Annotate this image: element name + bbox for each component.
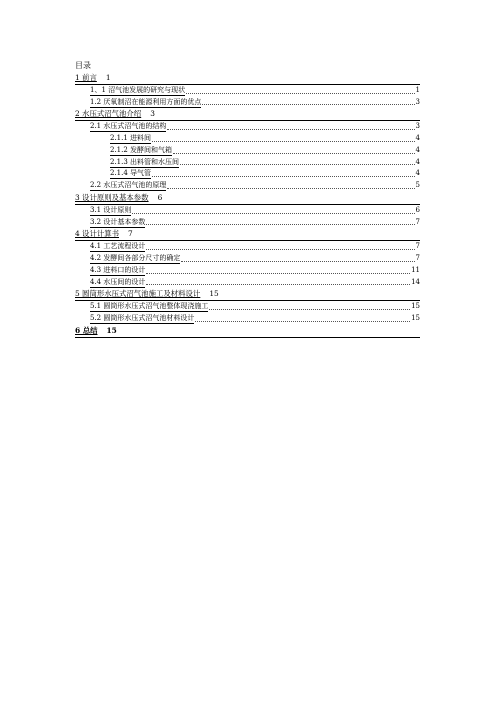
- toc-entry[interactable]: [75, 313, 420, 325]
- toc-entry-label: 2.1.3 出料管和水压间: [110, 157, 180, 166]
- toc-entry-label: 2.1 水压式沼气池的结构: [90, 122, 167, 131]
- toc-dot-leader: [167, 129, 415, 130]
- toc-entry-page: 6: [415, 205, 420, 214]
- toc-entry[interactable]: [75, 108, 420, 121]
- toc-entry-label: 1.2 厌氧制沼在能源利用方面的优点: [90, 97, 202, 106]
- toc-entry-label: 6 总结: [75, 325, 98, 335]
- toc-entry[interactable]: [75, 85, 420, 97]
- toc-entry-label: 2.1.4 导气管: [110, 169, 152, 178]
- toc-entry[interactable]: [75, 217, 420, 229]
- toc-dot-leader: [146, 273, 410, 274]
- toc-entry-page: 1: [415, 85, 420, 94]
- toc-entry-label: 1、1 沼气池发展的研究与现状: [90, 85, 186, 94]
- toc-entry-label: 3.1 设计原则: [90, 205, 132, 214]
- toc-entry-label: 4 设计计算书: [75, 229, 120, 239]
- toc-dot-leader: [146, 224, 415, 225]
- toc-dot-leader: [152, 141, 415, 142]
- toc-dot-leader: [186, 93, 415, 94]
- toc-entry[interactable]: [75, 192, 420, 205]
- toc-dot-leader: [173, 153, 415, 154]
- toc-entry[interactable]: [75, 133, 420, 145]
- toc-entry-page: 3: [415, 122, 420, 131]
- toc-entry-label: 1 前言: [75, 73, 97, 82]
- toc-entry[interactable]: [75, 228, 420, 241]
- toc-dot-leader: [202, 104, 415, 105]
- toc-entry[interactable]: [75, 180, 420, 192]
- toc-entry-page: 4: [415, 145, 420, 154]
- toc-entry-page: 14: [411, 277, 420, 286]
- toc-entry-page: 4: [415, 169, 420, 178]
- toc-entry-label: 2.1.2 发酵间和气箱: [110, 145, 173, 154]
- toc-entry-label: 4.1 工艺流程设计: [90, 242, 146, 251]
- toc-entry-page: 11: [411, 265, 420, 274]
- toc-dot-leader: [209, 309, 410, 310]
- toc-entry-label: 4.3 进料口的设计: [90, 265, 146, 274]
- toc-entry-page: 4: [415, 157, 420, 166]
- toc-entry-page: 15: [411, 313, 420, 322]
- toc-entry[interactable]: [75, 145, 420, 157]
- toc-entry[interactable]: [75, 241, 420, 253]
- toc-entry-page: 15: [106, 325, 117, 335]
- toc-entry-page: 7: [415, 217, 420, 226]
- toc-entry[interactable]: [75, 72, 420, 85]
- toc-dot-leader: [181, 261, 415, 262]
- toc-entry[interactable]: [75, 168, 420, 180]
- toc-entry[interactable]: [75, 205, 420, 217]
- toc-entry-page: 15: [411, 302, 420, 311]
- toc-entry-label: 5.1 圆筒形水压式沼气池整体现浇施工: [90, 302, 209, 311]
- toc-dot-leader: [146, 284, 410, 285]
- toc-entries: [75, 72, 420, 338]
- toc-entry[interactable]: [75, 288, 420, 301]
- toc-dot-leader: [152, 176, 415, 177]
- toc-entry[interactable]: [75, 97, 420, 109]
- toc-entry-label: 3.2 设计基本参数: [90, 217, 146, 226]
- toc-entry-label: 2.2 水压式沼气池的原理: [90, 181, 167, 190]
- toc-entry-page: 3: [150, 109, 155, 119]
- toc-dot-leader: [146, 249, 415, 250]
- toc-entry-label: 2.1.1 进料间: [110, 133, 152, 142]
- toc-dot-leader: [132, 213, 415, 214]
- toc-entry-label: 5 圆筒形水压式沼气池施工及材料设计: [75, 289, 201, 299]
- toc-entry-label: 5.2 圆筒形水压式沼气池材料设计: [90, 313, 195, 322]
- toc-entry[interactable]: [75, 121, 420, 133]
- toc-entry[interactable]: [75, 325, 420, 338]
- toc-entry-page: 7: [415, 242, 420, 251]
- toc-entry-label: 4.2 发酵间各部分尺寸的确定: [90, 253, 181, 262]
- toc-entry-page: 15: [209, 289, 219, 299]
- toc-entry-label: 3 设计原则及基本参数: [75, 192, 149, 202]
- toc-entry-page: 3: [415, 97, 420, 106]
- toc-entry-label: 4.4 水压间的设计: [90, 277, 146, 286]
- toc-title: 目录: [75, 61, 91, 70]
- toc-entry[interactable]: [75, 157, 420, 169]
- toc-entry[interactable]: [75, 301, 420, 313]
- toc-dot-leader: [195, 321, 410, 322]
- toc-entry-page: 4: [415, 133, 420, 142]
- toc-entry-page: 6: [157, 192, 163, 202]
- toc-entry[interactable]: [75, 265, 420, 277]
- table-of-contents: [75, 60, 420, 338]
- toc-entry[interactable]: [75, 253, 420, 265]
- toc-dot-leader: [167, 188, 415, 189]
- toc-dot-leader: [180, 164, 415, 165]
- toc-entry-page: 7: [128, 229, 133, 239]
- toc-entry-label: 2 水压式沼气池介绍: [75, 109, 142, 119]
- toc-entry-page: 7: [415, 253, 420, 262]
- toc-entry-page: 5: [415, 181, 420, 190]
- toc-entry[interactable]: [75, 277, 420, 289]
- toc-entry-page: 1: [105, 73, 111, 82]
